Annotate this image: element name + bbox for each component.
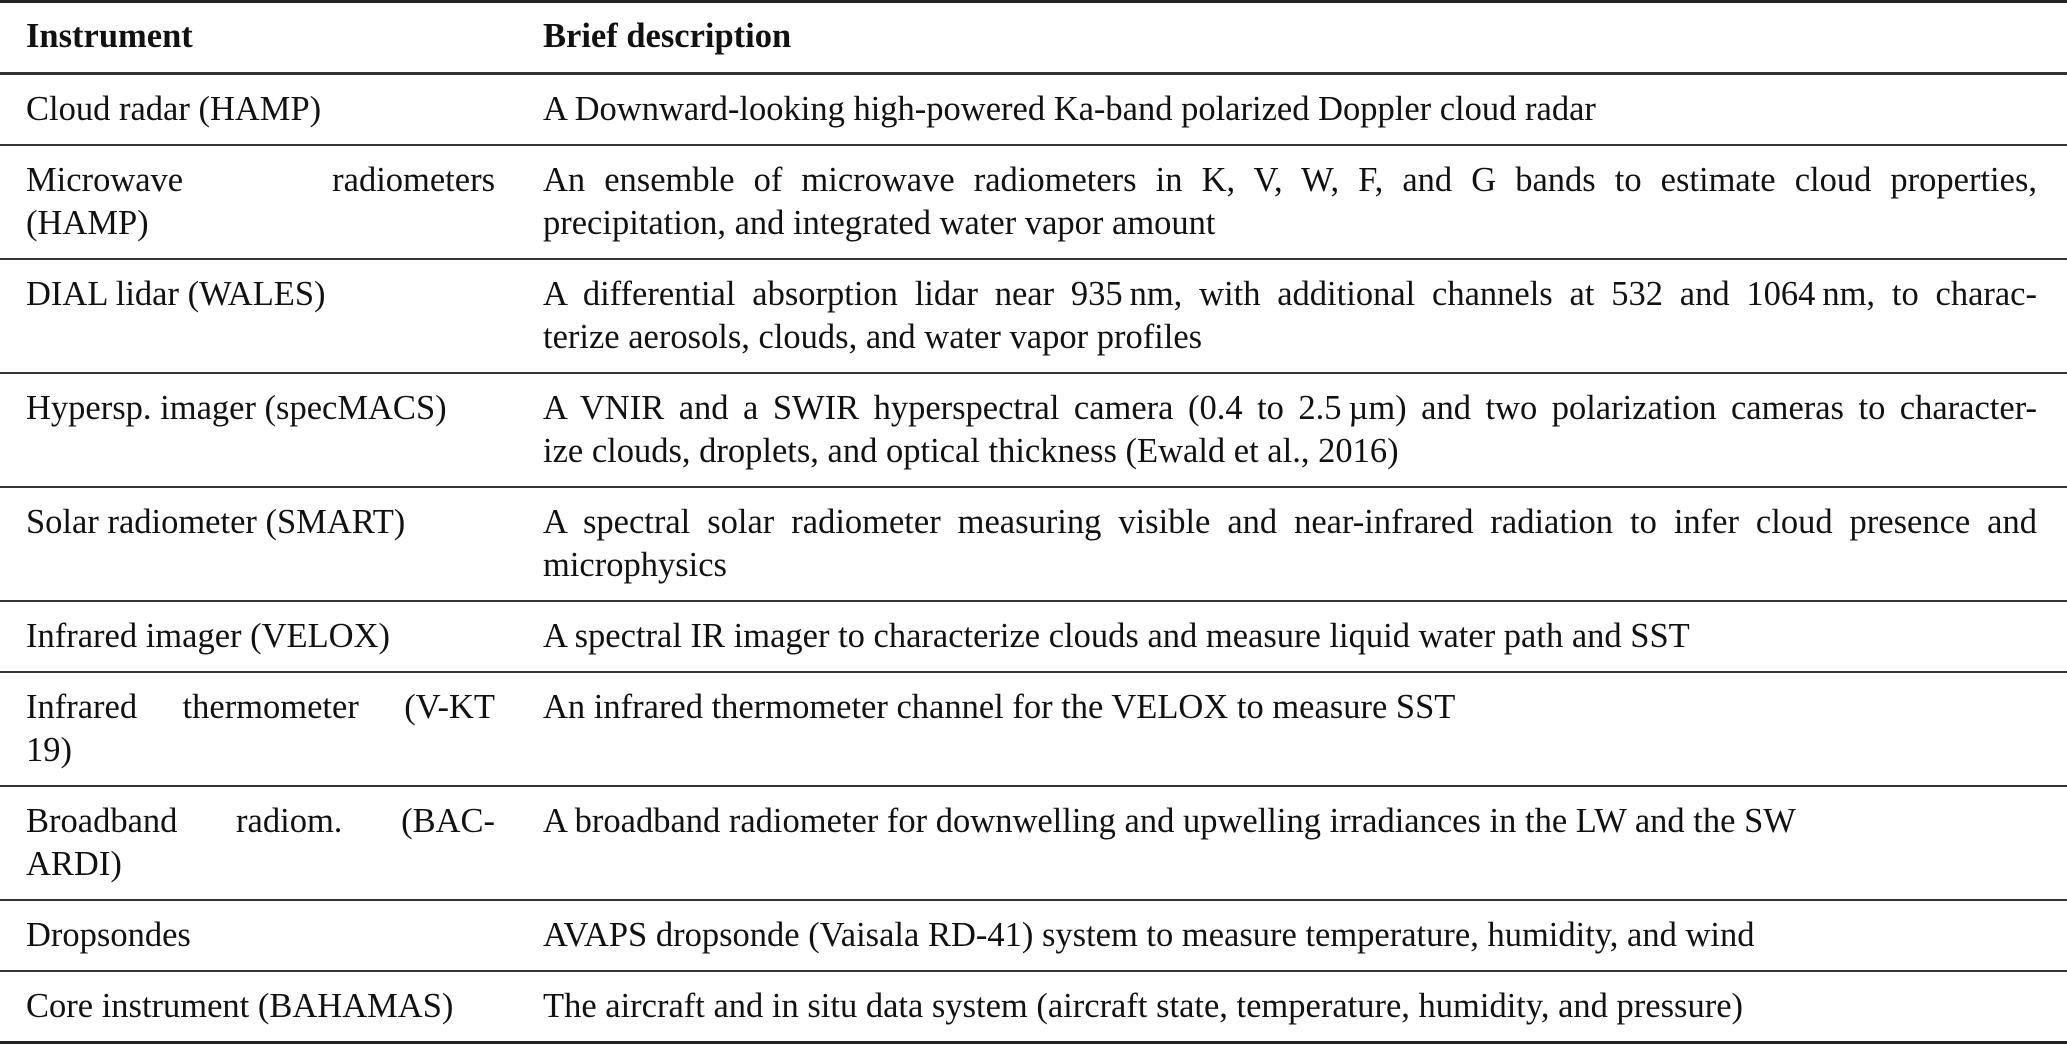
description-cell — [543, 487, 2067, 601]
description-cell — [543, 672, 2067, 786]
table-row — [0, 900, 2067, 971]
description-text-line: A broadband radiometer for downwelling and upwelling irradiances in the LW and the SW — [543, 802, 1796, 840]
instrument-cell — [0, 74, 543, 146]
description-text-line: AVAPS dropsonde (Vaisala RD-41) system to measure temperature, humidity, and wind — [543, 916, 1755, 954]
table-body — [0, 74, 2067, 1043]
description-text-line: The aircraft and in situ data system (aircraft state, temperature, humidity, and pressure) — [543, 987, 1744, 1025]
instrument-text-line: 19) — [26, 731, 72, 769]
instrument-text-line: Infrared thermometer (V-KT — [26, 688, 495, 726]
description-cell — [543, 259, 2067, 373]
description-cell — [543, 601, 2067, 672]
header-instrument-label: Instrument — [26, 17, 193, 55]
header-description-label: Brief description — [543, 17, 792, 55]
instrument-text-line: Cloud radar (HAMP) — [26, 90, 322, 128]
instrument-text-line: Broadband radiom. (BAC- — [26, 802, 495, 840]
description-cell — [543, 786, 2067, 900]
table-row — [0, 145, 2067, 259]
description-text-line: A VNIR and a SWIR hyperspectral camera (0.4 to 2.5 µm) and two polarization cameras to character- — [543, 389, 2037, 427]
instrument-text-line: Infrared imager (VELOX) — [26, 617, 390, 655]
description-cell — [543, 74, 2067, 146]
instrument-text-line: Hypersp. imager (specMACS) — [26, 389, 447, 427]
instrument-text-line: Microwave radiometers — [26, 161, 495, 199]
description-text-line: A Downward-looking high-powered Ka-band polarized Doppler cloud radar — [543, 90, 1596, 128]
description-cell — [543, 971, 2067, 1043]
table-row — [0, 672, 2067, 786]
table-header — [0, 2, 2067, 74]
header-row — [0, 2, 2067, 74]
description-text-line: An ensemble of microwave radiometers in K, V, W, F, and G bands to estimate cloud properties, — [543, 161, 2037, 199]
instrument-cell — [0, 672, 543, 786]
description-text-line: A differential absorption lidar near 935 nm, with additional channels at 532 and 1064 nm, to charac- — [543, 275, 2037, 313]
description-text-line: precipitation, and integrated water vapor amount — [543, 204, 1216, 242]
instrument-text-line: (HAMP) — [26, 204, 149, 242]
instrument-text-line: DIAL lidar (WALES) — [26, 275, 326, 313]
instrument-text-line: Dropsondes — [26, 916, 191, 954]
instrument-cell — [0, 373, 543, 487]
description-text-line: A spectral solar radiometer measuring visible and near-infrared radiation to infer cloud presence and — [543, 503, 2037, 541]
instrument-text-line: Solar radiometer (SMART) — [26, 503, 406, 541]
table-row — [0, 373, 2067, 487]
description-cell — [543, 900, 2067, 971]
table-row — [0, 971, 2067, 1043]
table-row — [0, 786, 2067, 900]
table-row — [0, 487, 2067, 601]
description-text-line: ize clouds, droplets, and optical thickness (Ewald et al., 2016) — [543, 432, 1399, 470]
description-text-line: terize aerosols, clouds, and water vapor profiles — [543, 318, 1203, 356]
instrument-text-line: Core instrument (BAHAMAS) — [26, 987, 454, 1025]
instrument-text-line: ARDI) — [26, 845, 122, 883]
instrument-cell — [0, 601, 543, 672]
description-cell — [543, 373, 2067, 487]
description-text-line: A spectral IR imager to characterize clouds and measure liquid water path and SST — [543, 617, 1690, 655]
instrument-cell — [0, 145, 543, 259]
table-row — [0, 259, 2067, 373]
description-text-line: An infrared thermometer channel for the VELOX to measure SST — [543, 688, 1456, 726]
description-cell — [543, 145, 2067, 259]
instrument-cell — [0, 786, 543, 900]
instrument-cell — [0, 971, 543, 1043]
instrument-cell — [0, 900, 543, 971]
header-instrument — [0, 2, 543, 74]
instrument-cell — [0, 259, 543, 373]
description-text-line: microphysics — [543, 546, 727, 584]
instrument-cell — [0, 487, 543, 601]
table-row — [0, 74, 2067, 146]
table-row — [0, 601, 2067, 672]
header-description — [543, 2, 2067, 74]
